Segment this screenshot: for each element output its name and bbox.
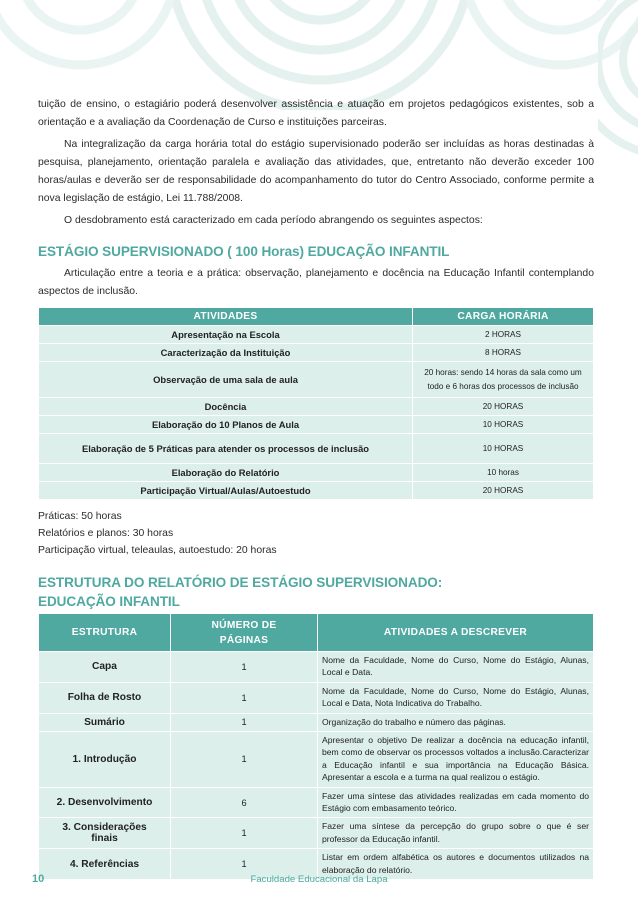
table-row — [39, 416, 594, 434]
description-cell: Apresentar o objetivo De realizar a docência na educação infantil, bem como de observar os processos voltados a inclusão.Caracterizar a Educação infantil e sua importância na Educação Básica. Apresentar a escola e a turma na qual realizou o estágio. — [318, 732, 594, 788]
summary-line: Relatórios e planos: 30 horas — [38, 528, 174, 539]
hours-cell: 20 HORAS — [413, 398, 594, 416]
page-number: 10 — [32, 873, 45, 885]
hours-cell: 2 HORAS — [413, 326, 594, 344]
table-row — [39, 326, 594, 344]
hours-cell: 20 HORAS — [413, 482, 594, 500]
report-table-header — [39, 614, 594, 652]
table-row — [39, 652, 594, 683]
hours-cell: 20 horas: sendo 14 horas da sala como um todo e 6 horas dos processos de inclusão — [413, 362, 594, 398]
summary-line: Práticas: 50 horas — [38, 511, 122, 522]
decorative-circles-top — [0, 0, 638, 110]
hours-cell: 8 HORAS — [413, 344, 594, 362]
structure-cell: 4. Referências — [39, 849, 171, 880]
description-cell: Nome da Faculdade, Nome do Curso, Nome do Estágio, Alunas, Local e Data, Nota Indicativa do Trabalho. — [318, 682, 594, 713]
pages-cell: 6 — [171, 787, 318, 818]
pages-cell: 1 — [171, 849, 318, 880]
structure-cell: Folha de Rosto — [39, 682, 171, 713]
table-row — [39, 732, 594, 788]
table-row — [39, 434, 594, 464]
decorative-circles-right — [598, 0, 638, 903]
footer-institution: Faculdade Educacional da Lapa — [250, 874, 388, 885]
description-cell: Fazer uma síntese das atividades realizadas em cada momento do Estágio com embasamento teórico. — [318, 787, 594, 818]
section1-paragraph: Articulação entre a teoria e a prática: observação, planejamento e docência na Educação Infantil contemplando aspectos de inclusão. — [38, 268, 594, 297]
header-atividades: ATIVIDADES — [39, 308, 413, 326]
description-cell: Fazer uma síntese da percepção do grupo sobre o que é ser professor da Educação infantil. — [318, 818, 594, 849]
structure-cell: 1. Introdução — [39, 732, 171, 788]
page-footer — [24, 868, 614, 892]
report-structure-table — [38, 613, 594, 880]
header-atividades-descrever: ATIVIDADES A DESCREVER — [318, 614, 594, 652]
table-row — [39, 713, 594, 731]
summary-line: Participação virtual, teleaulas, autoestudo: 20 horas — [38, 545, 277, 556]
description-cell: Organização do trabalho e número das páginas. — [318, 713, 594, 731]
activity-cell: Apresentação na Escola — [39, 326, 413, 344]
activities-table — [38, 307, 594, 500]
table-row — [39, 482, 594, 500]
section1-heading: ESTÁGIO SUPERVISIONADO ( 100 Horas) EDUCAÇÃO INFANTIL — [38, 244, 450, 259]
structure-cell: Sumário — [39, 713, 171, 731]
header-estrutura: ESTRUTURA — [39, 614, 171, 652]
activity-cell: Observação de uma sala de aula — [39, 362, 413, 398]
pages-cell: 1 — [171, 652, 318, 683]
header-carga-horaria: CARGA HORÁRIA — [413, 308, 594, 326]
section2-heading-line1: ESTRUTURA DO RELATÓRIO DE ESTÁGIO SUPERVISIONADO: — [38, 575, 443, 590]
intro-paragraph-2: Na integralização da carga horária total do estágio supervisionado poderão ser incluídas as horas destinadas à pesquisa, planejamento, orientação paralela e avaliação das atividades, que, entretanto não deverão exceder 100 horas/aulas e deverão ser de responsabilidade do acompanhamento do tutor do Centro Associado, conforme permite a nova legislação de estágio, Lei 11.788/2008. — [38, 139, 594, 204]
activity-cell: Elaboração do 10 Planos de Aula — [39, 416, 413, 434]
header-numero-paginas: NÚMERO DE PÁGINAS — [171, 614, 318, 652]
table-row — [39, 818, 594, 849]
table-row — [39, 362, 594, 398]
activity-cell: Participação Virtual/Aulas/Autoestudo — [39, 482, 413, 500]
intro-paragraph-3: O desdobramento está caracterizado em cada período abrangendo os seguintes aspectos: — [64, 215, 483, 226]
table-row — [39, 464, 594, 482]
description-cell: Nome da Faculdade, Nome do Curso, Nome do Estágio, Alunas, Local e Data. — [318, 652, 594, 683]
description-cell: Listar em ordem alfabética os autores e documentos utilizados na elaboração do relatório. — [318, 849, 594, 880]
table-row — [39, 682, 594, 713]
hours-cell: 10 horas — [413, 464, 594, 482]
intro-paragraph-1: tuição de ensino, o estagiário poderá desenvolver assistência e atuação em projetos pedagógicos existentes, sob a orientação e a avaliação da Coordenação de Curso e instituições parceiras. — [38, 99, 594, 128]
pages-cell: 1 — [171, 682, 318, 713]
table-row — [39, 398, 594, 416]
page-content — [38, 96, 594, 880]
activity-cell: Docência — [39, 398, 413, 416]
pages-cell: 1 — [171, 732, 318, 788]
activity-cell: Caracterização da Instituição — [39, 344, 413, 362]
table-row — [39, 787, 594, 818]
structure-cell: 3. Considerações finais — [39, 818, 171, 849]
pages-cell: 1 — [171, 713, 318, 731]
activity-cell: Elaboração do Relatório — [39, 464, 413, 482]
activity-cell: Elaboração de 5 Práticas para atender os processos de inclusão — [39, 434, 413, 464]
table-row — [39, 344, 594, 362]
hours-cell: 10 HORAS — [413, 416, 594, 434]
structure-cell: Capa — [39, 652, 171, 683]
hours-summary — [38, 508, 594, 559]
section2-heading-line2: EDUCAÇÃO INFANTIL — [38, 594, 180, 609]
hours-cell: 10 HORAS — [413, 434, 594, 464]
structure-cell: 2. Desenvolvimento — [39, 787, 171, 818]
activities-table-header — [39, 308, 594, 326]
pages-cell: 1 — [171, 818, 318, 849]
